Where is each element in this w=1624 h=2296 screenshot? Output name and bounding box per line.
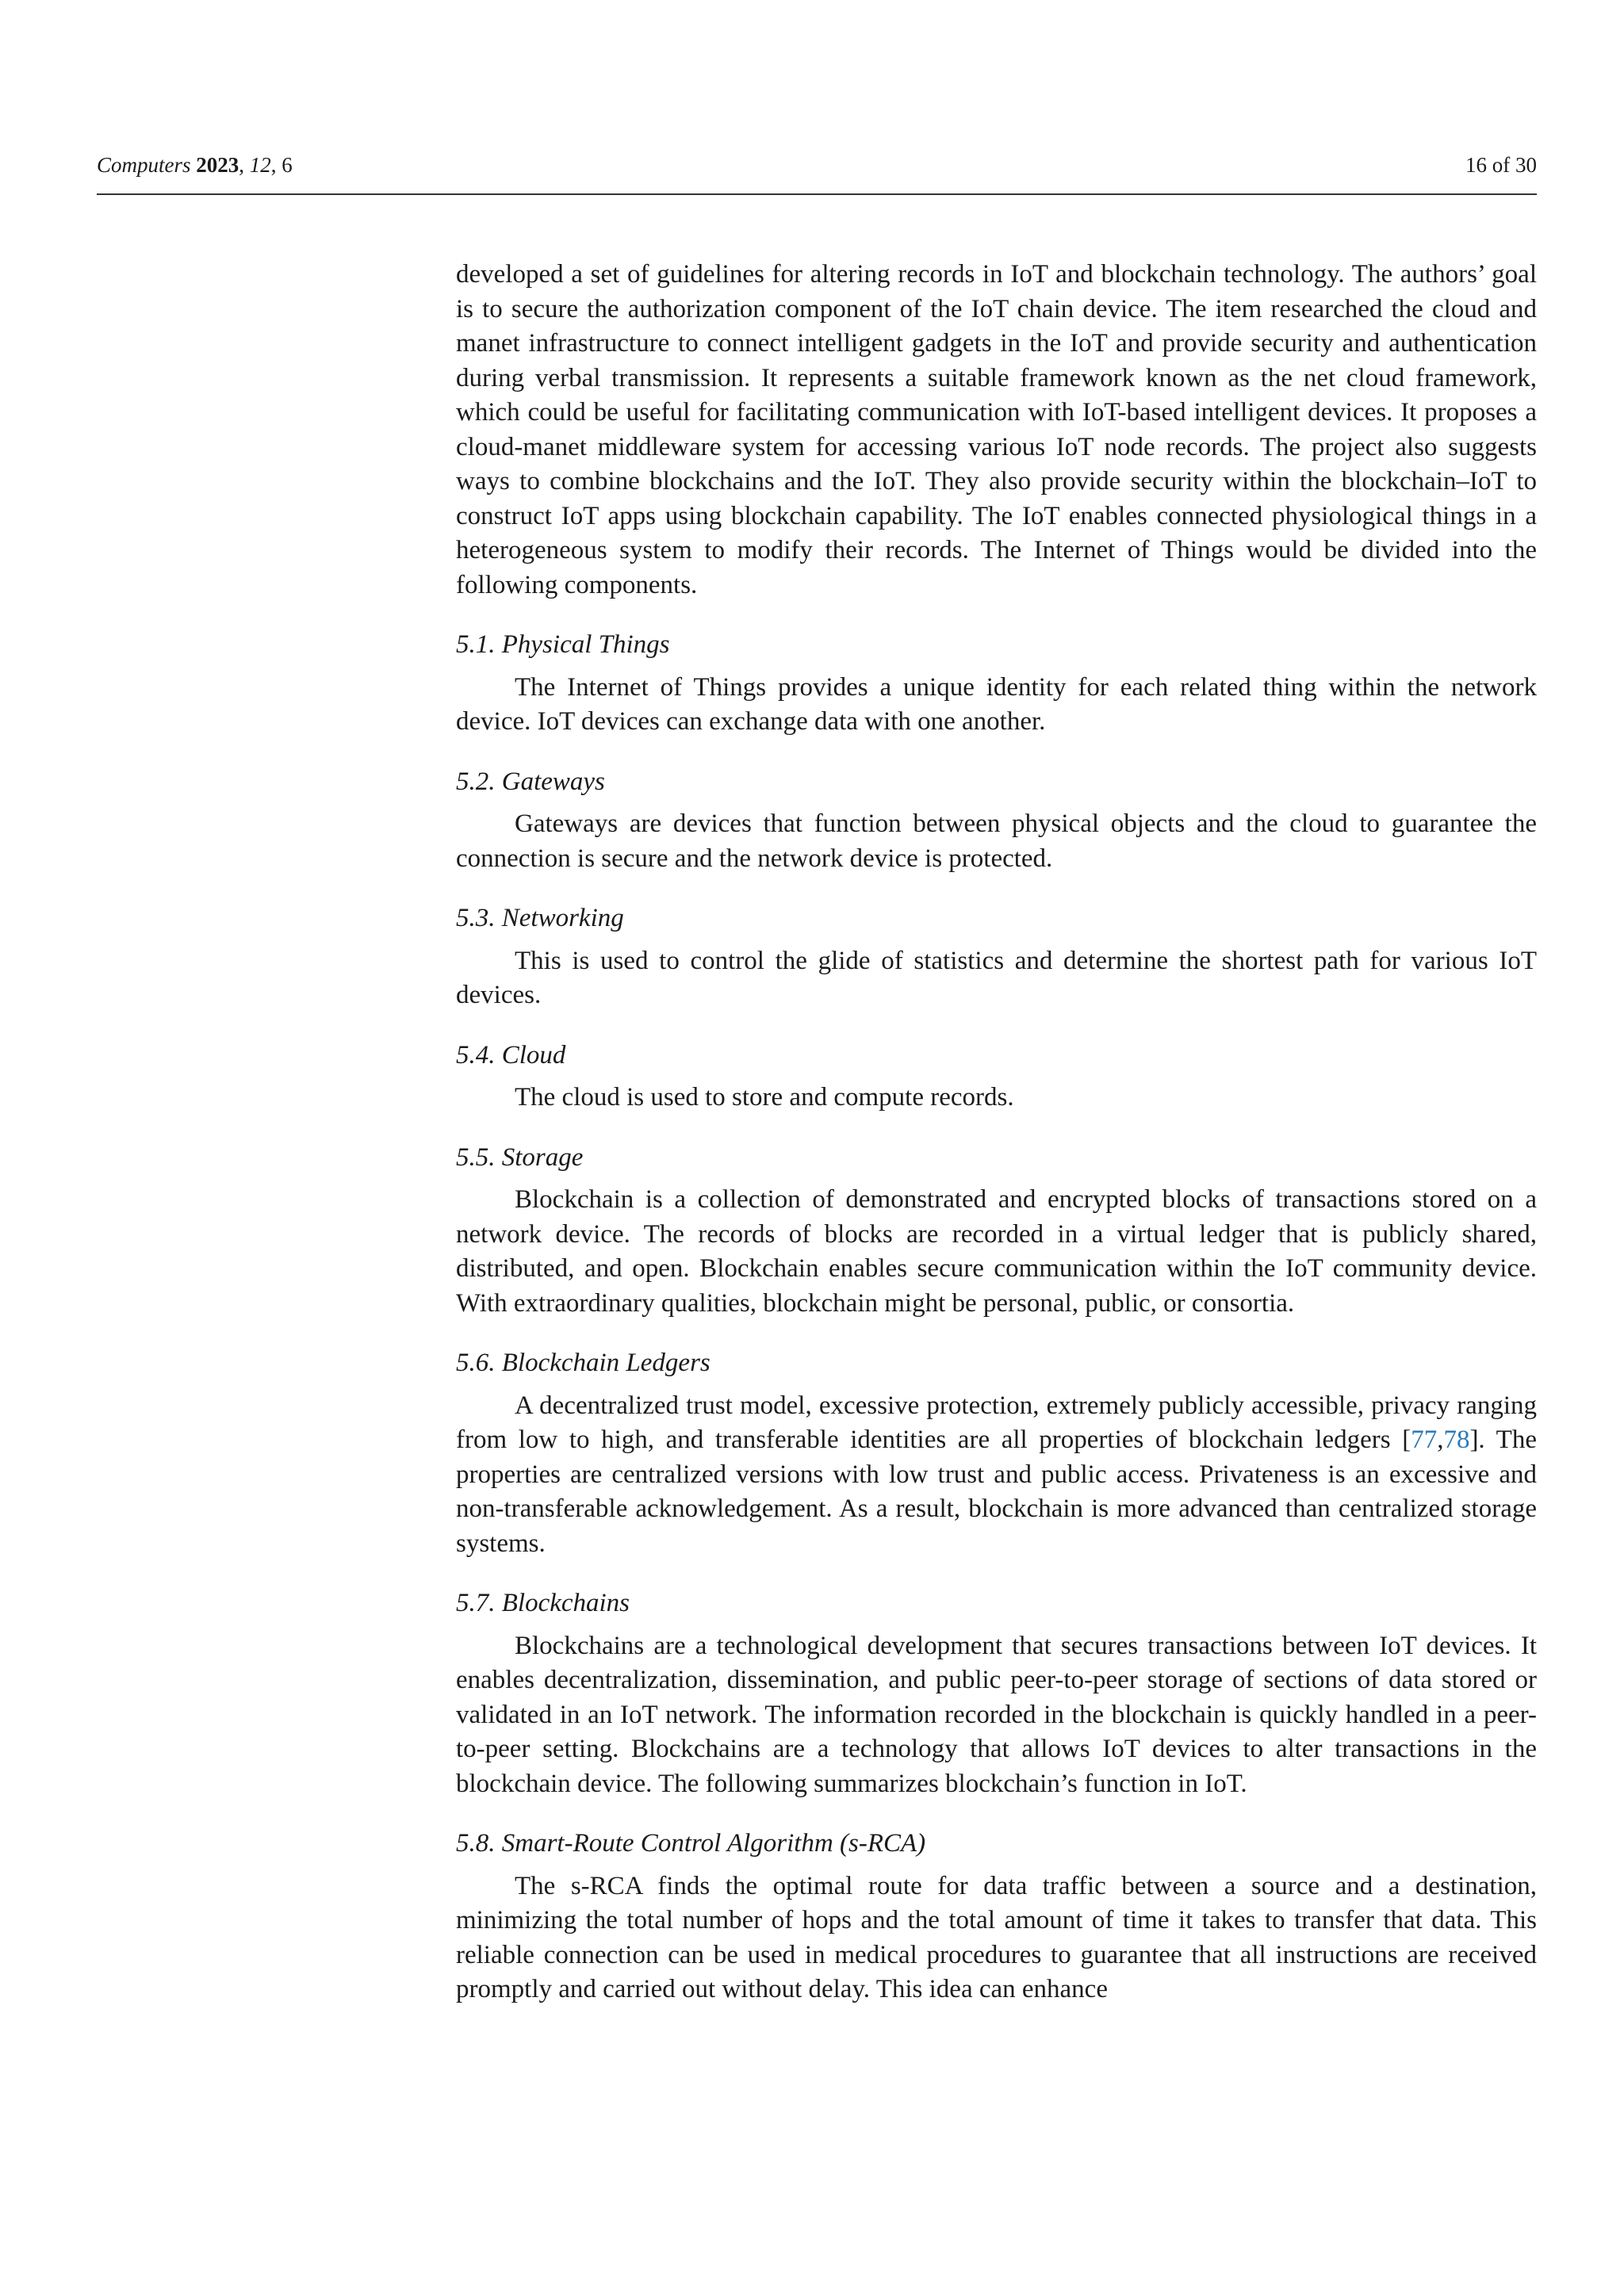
page-number: 16 of 30 xyxy=(1465,153,1537,177)
section-text-cloud: The cloud is used to store and compute records. xyxy=(515,1083,1014,1112)
section-heading-storage: 5.5. Storage xyxy=(456,1142,584,1172)
journal-year: 2023 xyxy=(196,153,239,177)
section-heading-networking: 5.3. Networking xyxy=(456,904,624,932)
section-heading-blockchain-ledgers: 5.6. Blockchain Ledgers xyxy=(456,1349,710,1377)
intro-paragraph: developed a set of guidelines for altering records in IoT and blockchain technology. The authors’ goal is to secure the authorization component of the IoT chain device. The item researched the cloud and manet infrastructure to connect intelligent gadgets in the IoT and provide security and authentication during verbal transmission. It represents a suitable framework known as the net cloud framework, which could be useful for facilitating communication with IoT-based intelligent devices. It proposes a cloud-manet middleware system for accessing various IoT node records. The project also suggests ways to combine blockchains and the IoT. They also provide security within the blockchain–IoT to construct IoT apps using blockchain capability. The IoT enables connected physiological things in a heterogeneous system to modify their records. The Internet of Things would be divided into the following components. xyxy=(456,260,1537,599)
section-heading-gateways: 5.2. Gateways xyxy=(456,767,605,796)
section-text-networking: This is used to control the glide of statistics and determine the shortest path for various IoT devices. xyxy=(456,946,1537,1009)
section-text-gateways: Gateways are devices that function between physical objects and the cloud to guarantee the connection is secure and the network device is protected. xyxy=(456,809,1537,873)
section-text-physical-things: The Internet of Things provides a unique identity for each related thing within the network device. IoT devices can exchange data with one another. xyxy=(456,672,1537,736)
section-heading-physical-things: 5.1. Physical Things xyxy=(456,630,670,659)
journal-issue: 6 xyxy=(282,153,293,177)
journal-volume: 12 xyxy=(249,153,271,177)
journal-name: Computers xyxy=(97,153,191,177)
article-body xyxy=(456,258,1537,2007)
section-text-blockchains: Blockchains are a technological development that secures transactions between IoT devices. It enables decentralization, dissemination, and public peer-to-peer storage of sections of data stored or validated in an IoT network. The information recorded in the blockchain is quickly handled in a peer-to-peer setting. Blockchains are a technology that allows IoT devices to alter transactions in the blockchain device. The following summarizes blockchain’s function in IoT. xyxy=(456,1631,1537,1798)
running-header xyxy=(97,149,1537,195)
ledgers-text-part-1: A decentralized trust model, excessive protection, extremely publicly accessible, privacy ranging from low to high, and transferable identities are all properties of blockchain ledgers [ xyxy=(456,1391,1537,1454)
citation-link-78[interactable]: 78 xyxy=(1443,1425,1470,1454)
section-heading-cloud: 5.4. Cloud xyxy=(456,1040,566,1070)
section-heading-s-rca: 5.8. Smart-Route Control Algorithm (s-RCA) xyxy=(456,1829,926,1858)
ledgers-text-part-2: ]. The properties are centralized versions with low trust and public access. Privateness is an excessive and non-transferable acknowledgement. As a result, blockchain is more advanced than centralized storage systems. xyxy=(456,1425,1537,1558)
journal-citation: Computers 2023, 12, 6 xyxy=(97,153,293,177)
citation-separator: , xyxy=(1437,1425,1444,1454)
section-text-storage: Blockchain is a collection of demonstrated and encrypted blocks of transactions stored on a network device. The records of blocks are recorded in a virtual ledger that is publicly shared, distributed, and open. Blockchain enables secure communication within the IoT community device. With extraordinary qualities, blockchain might be personal, public, or consortia. xyxy=(456,1185,1537,1318)
section-text-blockchain-ledgers xyxy=(456,1389,1537,1562)
section-text-s-rca: The s-RCA finds the optimal route for data traffic between a source and a destination, minimizing the total number of hops and the total amount of time it takes to transfer that data. This reliable connection can be used in medical procedures to guarantee that all instructions are received promptly and carried out without delay. This idea can enhance xyxy=(456,1871,1537,2003)
citation-link-77[interactable]: 77 xyxy=(1411,1425,1438,1454)
section-heading-blockchains: 5.7. Blockchains xyxy=(456,1589,630,1617)
